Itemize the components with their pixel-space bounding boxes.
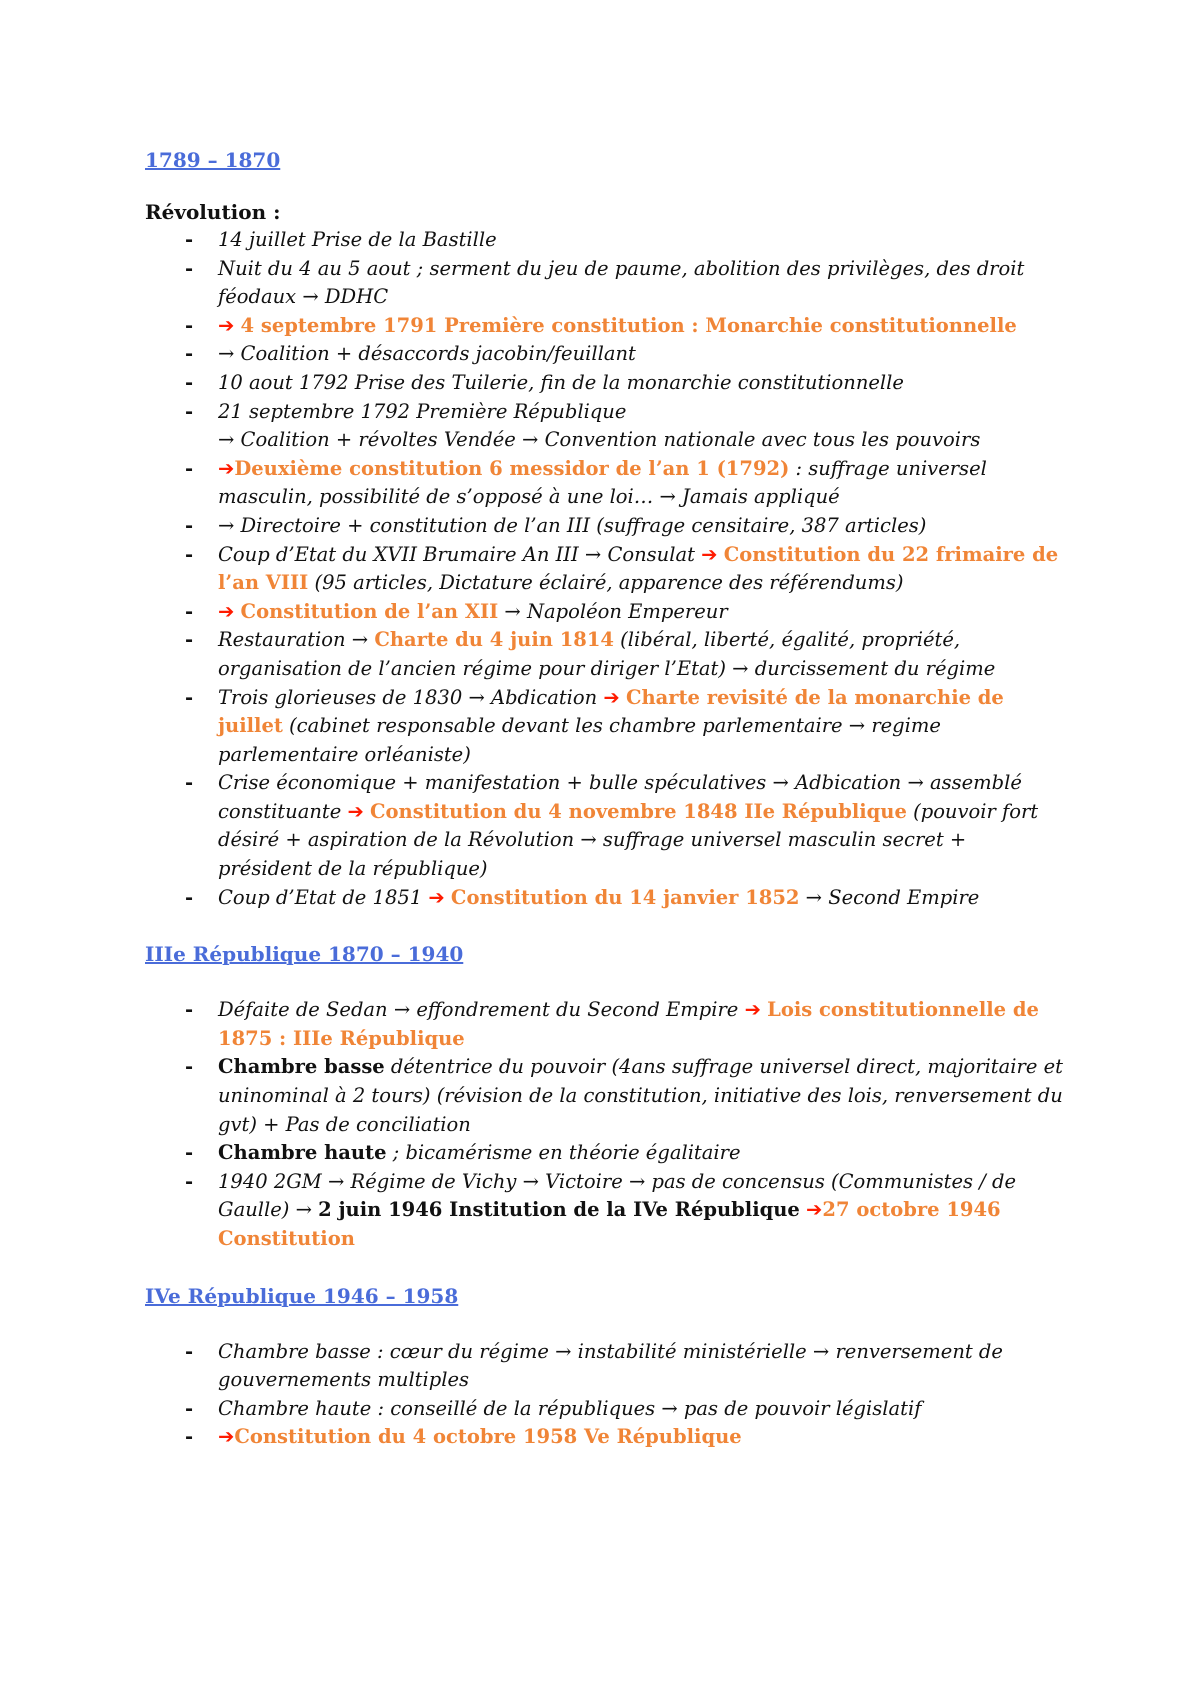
ive-republique-list	[145, 1338, 1065, 1452]
list-item: - Restauration → Charte du 4 juin 1814 (libéral, liberté, égalité, propriété, organisation de l’ancien régime pour diriger l’Etat) → durcissement du régime	[145, 626, 1065, 683]
list-item: - 10 aout 1792 Prise des Tuilerie, fin de la monarchie constitutionnelle	[145, 369, 1065, 398]
list-item: - Nuit du 4 au 5 aout ; serment du jeu de paume, abolition des privilèges, des droit féodaux → DDHC	[145, 255, 1065, 312]
section-iiie-republique	[145, 940, 1065, 1253]
document-content	[145, 146, 1065, 1452]
arrow-icon: →	[732, 656, 749, 680]
list-item: - Chambre basse détentrice du pouvoir (4ans suffrage universel direct, majoritaire et uninominal à 2 tours) (révision de la constitution, initiative des lois, renversement du gvt) + Pas de conciliation	[145, 1053, 1065, 1139]
section-heading: 1789 – 1870	[145, 148, 281, 172]
list-item: - Chambre haute : conseillé de la républiques → pas de pouvoir législatif	[145, 1395, 1065, 1424]
revolution-list	[145, 226, 1065, 912]
red-arrow-icon: ➔	[744, 998, 761, 1022]
arrow-icon: →	[580, 828, 597, 852]
list-item: - Trois glorieuses de 1830 → Abdication ➔ Charte revisité de la monarchie de juillet (cabinet responsable devant les chambre parlementaire → regime parlementaire orléaniste)	[145, 684, 1065, 770]
section-1789-1870	[145, 146, 1065, 912]
list-item: - ➔ 4 septembre 1791 Première constitution : Monarchie constitutionnelle	[145, 312, 1065, 341]
arrow-icon: →	[393, 998, 411, 1022]
arrow-icon: →	[522, 428, 539, 452]
list-item: - ➔ Constitution de l’an XII → Napoléon Empereur	[145, 598, 1065, 627]
arrow-icon: →	[659, 485, 676, 509]
iiie-republique-list	[145, 996, 1065, 1253]
list-item: - Coup d’Etat de 1851 ➔ Constitution du 14 janvier 1852 → Second Empire	[145, 884, 1065, 913]
list-item: - Chambre haute ; bicamérisme en théorie égalitaire	[145, 1139, 1065, 1168]
red-arrow-icon: ➔	[428, 885, 445, 909]
list-item: - ➔Constitution du 4 octobre 1958 Ve République	[145, 1423, 1065, 1452]
list-item: - Chambre basse : cœur du régime → instabilité ministérielle → renversement de gouvernements multiples	[145, 1338, 1065, 1395]
red-arrow-icon: ➔	[218, 1425, 235, 1449]
list-item: - Crise économique + manifestation + bulle spéculatives → Adbication → assemblé constituante ➔ Constitution du 4 novembre 1848 IIe République (pouvoir fort désiré + aspiration de la Révolution → suffrage universel masculin secret + président de la république)	[145, 769, 1065, 883]
section-heading: IIIe République 1870 – 1940	[145, 942, 464, 967]
list-item: - → Directoire + constitution de l’an III (suffrage censitaire, 387 articles)	[145, 512, 1065, 541]
arrow-icon: →	[772, 771, 789, 795]
red-arrow-icon: ➔	[218, 313, 235, 337]
list-item: - 14 juillet Prise de la Bastille	[145, 226, 1065, 255]
red-arrow-icon: ➔	[218, 599, 235, 623]
list-item: - Défaite de Sedan → effondrement du Second Empire ➔ Lois constitutionnelle de 1875 : IIIe République	[145, 996, 1065, 1053]
arrow-icon: →	[218, 428, 235, 452]
list-item: - ➔Deuxième constitution 6 messidor de l’an 1 (1792) : suffrage universel masculin, possibilité de s’opposé à une loi… → Jamais appliqué	[145, 455, 1065, 512]
arrow-icon: →	[218, 513, 235, 537]
arrow-icon: →	[218, 342, 235, 366]
list-item: - → Coalition + désaccords jacobin/feuillant	[145, 340, 1065, 369]
section-heading: IVe République 1946 – 1958	[145, 1283, 459, 1308]
arrow-icon: →	[628, 1169, 646, 1193]
red-arrow-icon: ➔	[347, 799, 364, 823]
red-arrow-icon: ➔	[701, 542, 718, 566]
red-arrow-icon: ➔	[603, 685, 620, 709]
red-arrow-icon: ➔	[806, 1198, 823, 1222]
list-item: - Coup d’Etat du XVII Brumaire An III → Consulat ➔ Constitution du 22 frimaire de l’an VIII (95 articles, Dictature éclairé, apparence des référendums)	[145, 541, 1065, 598]
arrow-icon: →	[295, 1198, 312, 1222]
arrow-icon: →	[302, 285, 319, 309]
arrow-icon: →	[805, 885, 823, 909]
red-arrow-icon: ➔	[218, 456, 235, 480]
arrow-icon: →	[522, 1169, 539, 1193]
arrow-icon: →	[555, 1339, 572, 1363]
arrow-icon: →	[584, 542, 602, 566]
revolution-subtitle: Révolution :	[145, 200, 281, 224]
arrow-icon: →	[327, 1169, 345, 1193]
arrow-icon: →	[661, 1396, 678, 1420]
arrow-icon: →	[504, 599, 521, 623]
list-item: - 1940 2GM → Régime de Vichy → Victoire → pas de concensus (Communistes / de Gaulle) → 2 juin 1946 Institution de la IVe République ➔27 octobre 1946 Constitution	[145, 1168, 1065, 1254]
arrow-icon: →	[812, 1339, 830, 1363]
arrow-icon: →	[848, 714, 866, 738]
section-ive-republique	[145, 1282, 1065, 1452]
list-item: - 21 septembre 1792 Première République → Coalition + révoltes Vendée → Convention nationale avec tous les pouvoirs	[145, 398, 1065, 455]
arrow-icon: →	[468, 685, 485, 709]
arrow-icon: →	[907, 771, 924, 795]
arrow-icon: →	[351, 628, 369, 652]
